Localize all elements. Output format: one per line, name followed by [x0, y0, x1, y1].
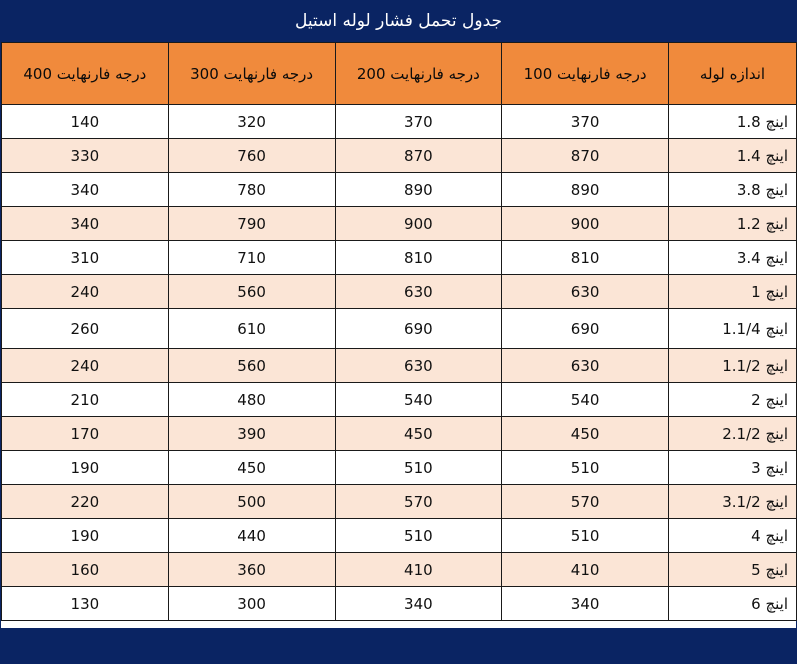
cell-200f: 810 — [335, 241, 502, 275]
cell-200f: 410 — [335, 553, 502, 587]
cell-100f: 450 — [502, 417, 669, 451]
pressure-table — [1, 42, 797, 621]
cell-300f: 390 — [168, 417, 335, 451]
header-size: اندازه لوله — [669, 43, 797, 105]
table-row — [2, 275, 797, 309]
table-row — [2, 383, 797, 417]
cell-size: اینچ 1.1/2 — [669, 349, 797, 383]
cell-size: اینچ 5 — [669, 553, 797, 587]
header-100f: درجه فارنهایت 100 — [502, 43, 669, 105]
table-body — [2, 105, 797, 621]
cell-300f: 480 — [168, 383, 335, 417]
cell-200f: 510 — [335, 519, 502, 553]
table-row — [2, 519, 797, 553]
header-400f: درجه فارنهایت 400 — [2, 43, 169, 105]
cell-400f: 210 — [2, 383, 169, 417]
cell-100f: 810 — [502, 241, 669, 275]
cell-400f: 190 — [2, 519, 169, 553]
cell-size: اینچ 3.1/2 — [669, 485, 797, 519]
cell-200f: 450 — [335, 417, 502, 451]
cell-300f: 760 — [168, 139, 335, 173]
cell-400f: 170 — [2, 417, 169, 451]
cell-100f: 510 — [502, 519, 669, 553]
cell-200f: 630 — [335, 275, 502, 309]
cell-size: اینچ 2 — [669, 383, 797, 417]
cell-200f: 890 — [335, 173, 502, 207]
cell-200f: 870 — [335, 139, 502, 173]
cell-100f: 630 — [502, 275, 669, 309]
table-row — [2, 451, 797, 485]
cell-200f: 340 — [335, 587, 502, 621]
table-row — [2, 485, 797, 519]
cell-400f: 340 — [2, 173, 169, 207]
table-row — [2, 105, 797, 139]
cell-100f: 870 — [502, 139, 669, 173]
cell-200f: 510 — [335, 451, 502, 485]
cell-100f: 340 — [502, 587, 669, 621]
cell-size: اینچ 6 — [669, 587, 797, 621]
table-row — [2, 241, 797, 275]
table-row — [2, 173, 797, 207]
table-row — [2, 417, 797, 451]
table-row — [2, 207, 797, 241]
cell-400f: 220 — [2, 485, 169, 519]
cell-100f: 510 — [502, 451, 669, 485]
cell-300f: 450 — [168, 451, 335, 485]
cell-400f: 240 — [2, 349, 169, 383]
cell-size: اینچ 1.1/4 — [669, 309, 797, 349]
footer-bar — [0, 628, 797, 664]
table-row — [2, 139, 797, 173]
cell-200f: 540 — [335, 383, 502, 417]
cell-400f: 340 — [2, 207, 169, 241]
table-row — [2, 587, 797, 621]
cell-200f: 570 — [335, 485, 502, 519]
cell-200f: 900 — [335, 207, 502, 241]
cell-400f: 160 — [2, 553, 169, 587]
cell-400f: 130 — [2, 587, 169, 621]
cell-200f: 630 — [335, 349, 502, 383]
cell-200f: 690 — [335, 309, 502, 349]
cell-size: اینچ 1.2 — [669, 207, 797, 241]
header-row — [2, 43, 797, 105]
cell-100f: 370 — [502, 105, 669, 139]
cell-300f: 560 — [168, 275, 335, 309]
cell-size: اینچ 1 — [669, 275, 797, 309]
cell-400f: 240 — [2, 275, 169, 309]
cell-size: اینچ 3 — [669, 451, 797, 485]
cell-300f: 300 — [168, 587, 335, 621]
table-title: جدول تحمل فشار لوله استیل — [294, 11, 503, 31]
header-200f: درجه فارنهایت 200 — [335, 43, 502, 105]
cell-300f: 320 — [168, 105, 335, 139]
cell-size: اینچ 2.1/2 — [669, 417, 797, 451]
cell-100f: 570 — [502, 485, 669, 519]
cell-100f: 900 — [502, 207, 669, 241]
cell-100f: 630 — [502, 349, 669, 383]
cell-400f: 260 — [2, 309, 169, 349]
header-300f: درجه فارنهایت 300 — [168, 43, 335, 105]
cell-400f: 190 — [2, 451, 169, 485]
cell-size: اینچ 3.8 — [669, 173, 797, 207]
cell-300f: 500 — [168, 485, 335, 519]
cell-100f: 690 — [502, 309, 669, 349]
cell-300f: 780 — [168, 173, 335, 207]
cell-100f: 540 — [502, 383, 669, 417]
cell-300f: 560 — [168, 349, 335, 383]
table-row — [2, 349, 797, 383]
cell-100f: 890 — [502, 173, 669, 207]
table-row — [2, 309, 797, 349]
cell-400f: 330 — [2, 139, 169, 173]
cell-300f: 710 — [168, 241, 335, 275]
cell-100f: 410 — [502, 553, 669, 587]
table-row — [2, 553, 797, 587]
cell-300f: 790 — [168, 207, 335, 241]
cell-300f: 440 — [168, 519, 335, 553]
cell-size: اینچ 1.4 — [669, 139, 797, 173]
table-container — [1, 42, 796, 628]
cell-size: اینچ 4 — [669, 519, 797, 553]
cell-size: اینچ 1.8 — [669, 105, 797, 139]
cell-400f: 310 — [2, 241, 169, 275]
cell-400f: 140 — [2, 105, 169, 139]
cell-300f: 610 — [168, 309, 335, 349]
cell-300f: 360 — [168, 553, 335, 587]
cell-size: اینچ 3.4 — [669, 241, 797, 275]
cell-200f: 370 — [335, 105, 502, 139]
